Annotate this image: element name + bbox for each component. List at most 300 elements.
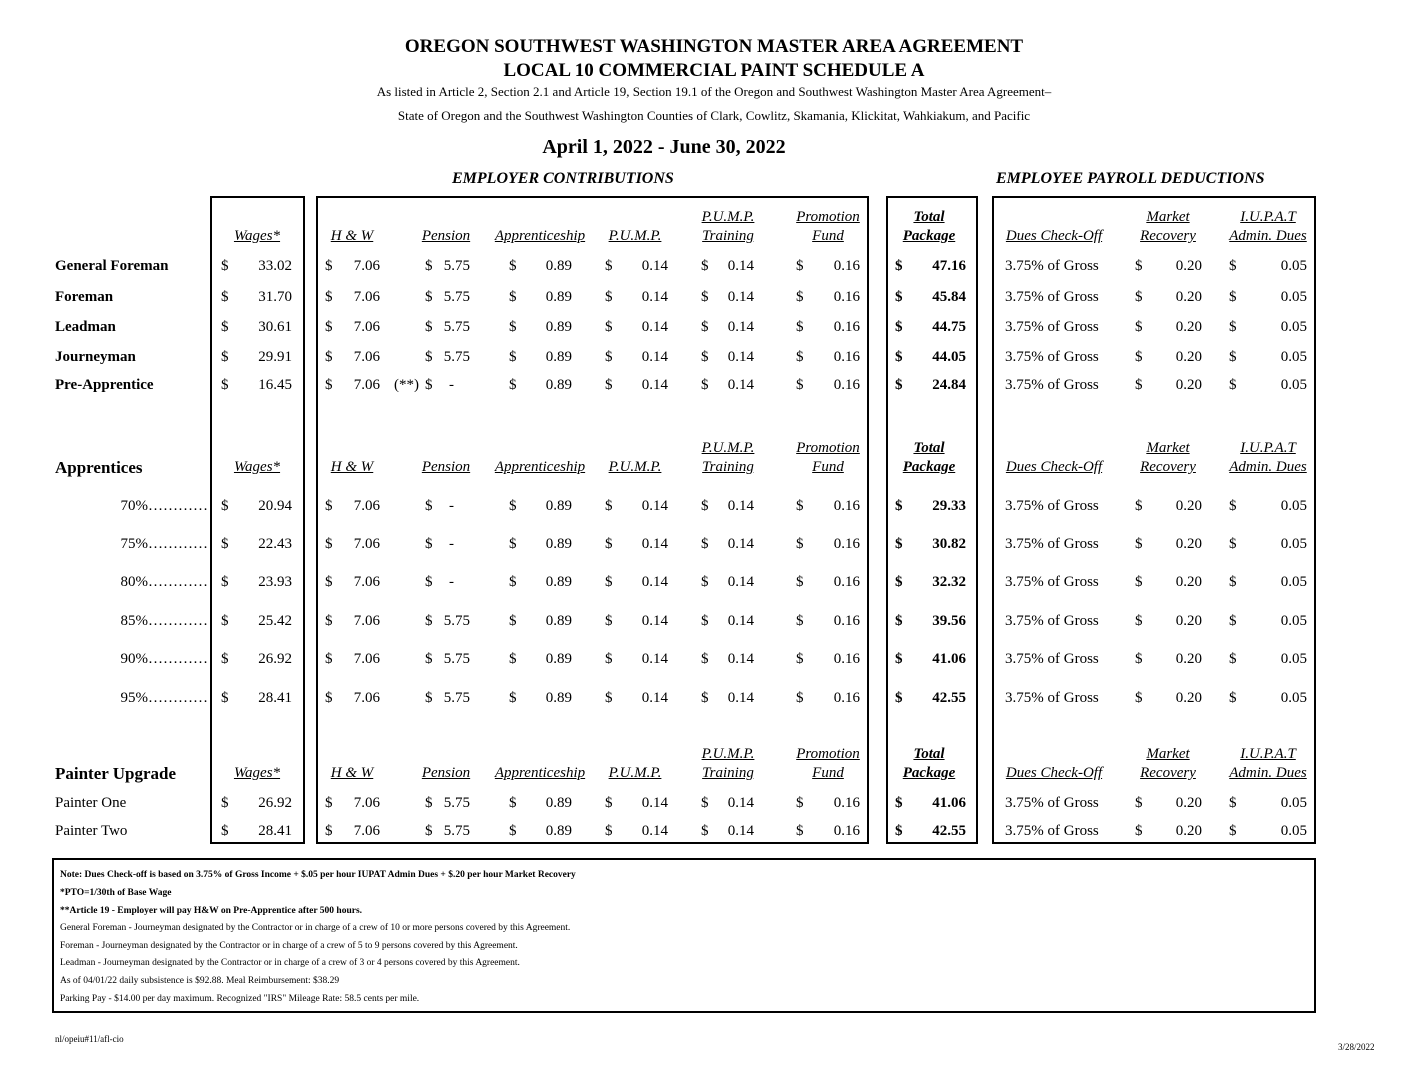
- header-hw-2: H & W: [330, 765, 374, 781]
- market-recovery-value: 0.20: [1175, 498, 1202, 514]
- apprenticeship-value: 0.89: [545, 651, 572, 667]
- header-wages-0: Wages*: [233, 228, 281, 244]
- pension-value-dollar-sign: $: [425, 574, 433, 590]
- note-line: Leadman - Journeyman designated by the Contractor or in charge of a crew of 3 or 4 persons covered by this Agreement.: [60, 958, 520, 968]
- wage-value: 33.02: [258, 258, 292, 274]
- pension-value-dollar-sign: $: [425, 289, 433, 305]
- pension-value: 5.75: [443, 258, 470, 274]
- wage-value-dollar-sign: $: [221, 795, 229, 811]
- promotion-fund-value-dollar-sign: $: [796, 377, 804, 393]
- market-recovery-value-dollar-sign: $: [1135, 319, 1143, 335]
- iupat-admin-dues-value: 0.05: [1280, 823, 1307, 839]
- pension-value: -: [449, 377, 454, 393]
- row-label: 90%…………: [120, 651, 208, 667]
- pump-training-value-dollar-sign: $: [701, 795, 709, 811]
- row-label: 95%…………: [120, 690, 208, 706]
- hw-value: 7.06: [353, 651, 380, 667]
- promotion-fund-value: 0.16: [833, 377, 860, 393]
- wage-value-dollar-sign: $: [221, 536, 229, 552]
- total-package-value-dollar-sign: $: [895, 690, 903, 706]
- iupat-admin-dues-value: 0.05: [1280, 651, 1307, 667]
- pump-value: 0.14: [641, 823, 668, 839]
- iupat-admin-dues-value: 0.05: [1280, 498, 1307, 514]
- promotion-fund-value: 0.16: [833, 498, 860, 514]
- hw-value-dollar-sign: $: [325, 349, 333, 365]
- total-package-value: 41.06: [932, 651, 966, 667]
- total-package-value: 32.32: [932, 574, 966, 590]
- pump-training-value-dollar-sign: $: [701, 613, 709, 629]
- iupat-admin-dues-value-dollar-sign: $: [1229, 690, 1237, 706]
- market-recovery-value-dollar-sign: $: [1135, 613, 1143, 629]
- market-recovery-value: 0.20: [1175, 795, 1202, 811]
- pump-value: 0.14: [641, 574, 668, 590]
- promotion-fund-value: 0.16: [833, 536, 860, 552]
- iupat-admin-dues-value-dollar-sign: $: [1229, 651, 1237, 667]
- pension-value-dollar-sign: $: [425, 349, 433, 365]
- total-package-value-dollar-sign: $: [895, 613, 903, 629]
- promotion-fund-value-dollar-sign: $: [796, 651, 804, 667]
- apprenticeship-value-dollar-sign: $: [509, 289, 517, 305]
- iupat-admin-dues-value-dollar-sign: $: [1229, 289, 1237, 305]
- footer-date: 3/28/2022: [1338, 1042, 1375, 1052]
- market-recovery-value: 0.20: [1175, 319, 1202, 335]
- iupat-admin-dues-value-dollar-sign: $: [1229, 823, 1237, 839]
- hw-value: 7.06: [353, 319, 380, 335]
- pump-training-value: 0.14: [727, 498, 754, 514]
- effective-dates: April 1, 2022 - June 30, 2022: [542, 136, 786, 158]
- header-pension-2: Pension: [421, 765, 471, 781]
- apprenticeship-value-dollar-sign: $: [509, 536, 517, 552]
- total-package-value-dollar-sign: $: [895, 795, 903, 811]
- hw-value: 7.06: [353, 795, 380, 811]
- hw-value-dollar-sign: $: [325, 258, 333, 274]
- market-recovery-value: 0.20: [1175, 289, 1202, 305]
- iupat-admin-dues-value: 0.05: [1280, 289, 1307, 305]
- pension-value: 5.75: [443, 349, 470, 365]
- market-recovery-value-dollar-sign: $: [1135, 823, 1143, 839]
- pump-training-value: 0.14: [727, 823, 754, 839]
- header-total-package-1: Total Package: [902, 440, 956, 475]
- total-package-value-dollar-sign: $: [895, 574, 903, 590]
- iupat-admin-dues-value-dollar-sign: $: [1229, 377, 1237, 393]
- pump-training-value: 0.14: [727, 536, 754, 552]
- pump-value-dollar-sign: $: [605, 613, 613, 629]
- apprenticeship-value: 0.89: [545, 613, 572, 629]
- header-total-package-0: Total Package: [902, 209, 956, 244]
- wage-value-dollar-sign: $: [221, 690, 229, 706]
- pump-value-dollar-sign: $: [605, 690, 613, 706]
- pump-training-value-dollar-sign: $: [701, 319, 709, 335]
- promotion-fund-value: 0.16: [833, 258, 860, 274]
- wage-value: 23.93: [258, 574, 292, 590]
- total-package-value: 44.05: [932, 349, 966, 365]
- table-row: [0, 377, 1408, 397]
- apprenticeship-value-dollar-sign: $: [509, 258, 517, 274]
- pump-training-value-dollar-sign: $: [701, 377, 709, 393]
- header-pump-training-0: P.U.M.P. Training: [701, 209, 755, 244]
- hw-value: 7.06: [353, 574, 380, 590]
- table-row: [0, 574, 1408, 594]
- header-pump-2: P.U.M.P.: [608, 765, 662, 781]
- apprentices-group-label: Apprentices: [55, 458, 143, 477]
- market-recovery-value: 0.20: [1175, 613, 1202, 629]
- market-recovery-value: 0.20: [1175, 536, 1202, 552]
- iupat-admin-dues-value: 0.05: [1280, 574, 1307, 590]
- note-line: **Article 19 - Employer will pay H&W on Pre-Apprentice after 500 hours.: [60, 906, 363, 916]
- dues-checkoff-value: 3.75% of Gross: [1005, 574, 1099, 590]
- pension-value-dollar-sign: $: [425, 613, 433, 629]
- table-row: [0, 319, 1408, 339]
- row-label: Foreman: [55, 289, 114, 305]
- row-label: Painter One: [55, 795, 127, 811]
- hw-value-dollar-sign: $: [325, 823, 333, 839]
- pump-training-value-dollar-sign: $: [701, 258, 709, 274]
- table-row: [0, 823, 1408, 843]
- wage-value: 30.61: [258, 319, 292, 335]
- header-pension-1: Pension: [421, 459, 471, 475]
- market-recovery-value: 0.20: [1175, 651, 1202, 667]
- promotion-fund-value: 0.16: [833, 795, 860, 811]
- pump-value-dollar-sign: $: [605, 823, 613, 839]
- promotion-fund-value-dollar-sign: $: [796, 536, 804, 552]
- iupat-admin-dues-value: 0.05: [1280, 690, 1307, 706]
- preapp-note-marker: (**): [394, 377, 419, 393]
- header-pump-training-1: P.U.M.P. Training: [701, 440, 755, 475]
- dues-checkoff-value: 3.75% of Gross: [1005, 258, 1099, 274]
- pension-value: -: [449, 536, 454, 552]
- note-line: *PTO=1/30th of Base Wage: [60, 888, 172, 898]
- pump-training-value: 0.14: [727, 319, 754, 335]
- header-total-package-2: Total Package: [902, 746, 956, 781]
- pension-value: 5.75: [443, 690, 470, 706]
- wage-value-dollar-sign: $: [221, 613, 229, 629]
- iupat-admin-dues-value: 0.05: [1280, 536, 1307, 552]
- pump-training-value: 0.14: [727, 349, 754, 365]
- row-label: 85%…………: [120, 613, 208, 629]
- promotion-fund-value: 0.16: [833, 690, 860, 706]
- pension-value: 5.75: [443, 613, 470, 629]
- iupat-admin-dues-value: 0.05: [1280, 258, 1307, 274]
- iupat-admin-dues-value-dollar-sign: $: [1229, 536, 1237, 552]
- dues-checkoff-value: 3.75% of Gross: [1005, 349, 1099, 365]
- wage-value: 20.94: [258, 498, 292, 514]
- total-package-value-dollar-sign: $: [895, 258, 903, 274]
- pension-value-dollar-sign: $: [425, 319, 433, 335]
- total-package-value: 47.16: [932, 258, 966, 274]
- total-package-value: 29.33: [932, 498, 966, 514]
- pension-value-dollar-sign: $: [425, 795, 433, 811]
- dues-checkoff-value: 3.75% of Gross: [1005, 498, 1099, 514]
- dues-checkoff-value: 3.75% of Gross: [1005, 536, 1099, 552]
- pump-value-dollar-sign: $: [605, 651, 613, 667]
- pump-value: 0.14: [641, 258, 668, 274]
- wage-value: 28.41: [258, 823, 292, 839]
- market-recovery-value-dollar-sign: $: [1135, 651, 1143, 667]
- wage-value: 31.70: [258, 289, 292, 305]
- header-iupat-2: I.U.P.A.T Admin. Dues: [1229, 746, 1307, 781]
- hw-value-dollar-sign: $: [325, 690, 333, 706]
- iupat-admin-dues-value: 0.05: [1280, 795, 1307, 811]
- promotion-fund-value-dollar-sign: $: [796, 258, 804, 274]
- header-promotion-fund-0: Promotion Fund: [796, 209, 860, 244]
- apprenticeship-value-dollar-sign: $: [509, 823, 517, 839]
- total-package-value-dollar-sign: $: [895, 319, 903, 335]
- total-package-value: 42.55: [932, 690, 966, 706]
- pump-training-value: 0.14: [727, 574, 754, 590]
- row-label: 70%…………: [120, 498, 208, 514]
- pension-value: 5.75: [443, 795, 470, 811]
- pump-value-dollar-sign: $: [605, 377, 613, 393]
- footer-union-mark: nl/opeiu#11/afl-cio: [55, 1034, 124, 1044]
- pump-value: 0.14: [641, 349, 668, 365]
- apprenticeship-value: 0.89: [545, 377, 572, 393]
- pump-value-dollar-sign: $: [605, 795, 613, 811]
- promotion-fund-value: 0.16: [833, 319, 860, 335]
- pump-training-value: 0.14: [727, 377, 754, 393]
- total-package-value-dollar-sign: $: [895, 498, 903, 514]
- title-line-1: OREGON SOUTHWEST WASHINGTON MASTER AREA AGREEMENT: [404, 36, 1024, 57]
- header-iupat-1: I.U.P.A.T Admin. Dues: [1229, 440, 1307, 475]
- table-row: [0, 536, 1408, 556]
- pump-value-dollar-sign: $: [605, 258, 613, 274]
- pension-value-dollar-sign: $: [425, 258, 433, 274]
- apprenticeship-value: 0.89: [545, 289, 572, 305]
- market-recovery-value-dollar-sign: $: [1135, 795, 1143, 811]
- wage-value: 26.92: [258, 795, 292, 811]
- hw-value-dollar-sign: $: [325, 536, 333, 552]
- apprenticeship-value-dollar-sign: $: [509, 795, 517, 811]
- market-recovery-value: 0.20: [1175, 377, 1202, 393]
- hw-value: 7.06: [353, 823, 380, 839]
- market-recovery-value-dollar-sign: $: [1135, 349, 1143, 365]
- pump-training-value: 0.14: [727, 258, 754, 274]
- wage-value-dollar-sign: $: [221, 574, 229, 590]
- pump-value-dollar-sign: $: [605, 536, 613, 552]
- hw-value: 7.06: [353, 613, 380, 629]
- apprenticeship-value: 0.89: [545, 258, 572, 274]
- row-label: 80%…………: [120, 574, 208, 590]
- header-pension-0: Pension: [421, 228, 471, 244]
- row-label: Leadman: [55, 319, 116, 335]
- iupat-admin-dues-value-dollar-sign: $: [1229, 349, 1237, 365]
- pump-training-value-dollar-sign: $: [701, 498, 709, 514]
- pump-value: 0.14: [641, 319, 668, 335]
- pension-value-dollar-sign: $: [425, 651, 433, 667]
- total-package-value: 30.82: [932, 536, 966, 552]
- header-hw-0: H & W: [330, 228, 374, 244]
- apprenticeship-value-dollar-sign: $: [509, 319, 517, 335]
- pension-value: 5.75: [443, 823, 470, 839]
- hw-value-dollar-sign: $: [325, 613, 333, 629]
- apprenticeship-value: 0.89: [545, 823, 572, 839]
- header-market-recovery-0: Market Recovery: [1140, 209, 1196, 244]
- market-recovery-value: 0.20: [1175, 258, 1202, 274]
- pump-training-value-dollar-sign: $: [701, 823, 709, 839]
- pump-training-value-dollar-sign: $: [701, 289, 709, 305]
- pump-training-value: 0.14: [727, 795, 754, 811]
- wage-value: 16.45: [258, 377, 292, 393]
- market-recovery-value-dollar-sign: $: [1135, 258, 1143, 274]
- wage-value: 29.91: [258, 349, 292, 365]
- iupat-admin-dues-value-dollar-sign: $: [1229, 613, 1237, 629]
- dues-checkoff-value: 3.75% of Gross: [1005, 690, 1099, 706]
- header-wages-2: Wages*: [233, 765, 281, 781]
- apprenticeship-value-dollar-sign: $: [509, 651, 517, 667]
- hw-value: 7.06: [353, 377, 380, 393]
- row-label: Pre-Apprentice: [55, 377, 154, 393]
- iupat-admin-dues-value-dollar-sign: $: [1229, 795, 1237, 811]
- hw-value: 7.06: [353, 690, 380, 706]
- apprenticeship-value-dollar-sign: $: [509, 349, 517, 365]
- apprenticeship-value-dollar-sign: $: [509, 574, 517, 590]
- table-row: [0, 498, 1408, 518]
- iupat-admin-dues-value: 0.05: [1280, 319, 1307, 335]
- iupat-admin-dues-value: 0.05: [1280, 349, 1307, 365]
- row-label: 75%…………: [120, 536, 208, 552]
- hw-value-dollar-sign: $: [325, 498, 333, 514]
- total-package-value: 39.56: [932, 613, 966, 629]
- total-package-value-dollar-sign: $: [895, 823, 903, 839]
- header-hw-1: H & W: [330, 459, 374, 475]
- apprenticeship-value: 0.89: [545, 498, 572, 514]
- wage-value: 28.41: [258, 690, 292, 706]
- apprenticeship-value: 0.89: [545, 795, 572, 811]
- market-recovery-value: 0.20: [1175, 823, 1202, 839]
- hw-value-dollar-sign: $: [325, 377, 333, 393]
- table-row: [0, 349, 1408, 369]
- pension-value-dollar-sign: $: [425, 498, 433, 514]
- table-row: [0, 651, 1408, 671]
- total-package-value: 45.84: [932, 289, 966, 305]
- note-line: Foreman - Journeyman designated by the Contractor or in charge of a crew of 5 to 9 persons covered by this Agreement.: [60, 941, 518, 951]
- header-dues-2: Dues Check-Off: [1005, 765, 1103, 781]
- pump-value: 0.14: [641, 690, 668, 706]
- title-line-2: LOCAL 10 COMMERCIAL PAINT SCHEDULE A: [503, 60, 925, 81]
- total-package-value: 24.84: [932, 377, 966, 393]
- dues-checkoff-value: 3.75% of Gross: [1005, 613, 1099, 629]
- pump-training-value-dollar-sign: $: [701, 651, 709, 667]
- pump-value: 0.14: [641, 536, 668, 552]
- wage-value-dollar-sign: $: [221, 258, 229, 274]
- apprenticeship-value: 0.89: [545, 536, 572, 552]
- apprenticeship-value: 0.89: [545, 349, 572, 365]
- promotion-fund-value: 0.16: [833, 613, 860, 629]
- promotion-fund-value-dollar-sign: $: [796, 289, 804, 305]
- pump-value: 0.14: [641, 289, 668, 305]
- promotion-fund-value-dollar-sign: $: [796, 823, 804, 839]
- hw-value-dollar-sign: $: [325, 795, 333, 811]
- market-recovery-value-dollar-sign: $: [1135, 289, 1143, 305]
- row-label: General Foreman: [55, 258, 169, 274]
- iupat-admin-dues-value-dollar-sign: $: [1229, 258, 1237, 274]
- note-line: General Foreman - Journeyman designated by the Contractor or in charge of a crew of 10 or more persons covered by this Agreement.: [60, 923, 571, 933]
- header-pump-0: P.U.M.P.: [608, 228, 662, 244]
- header-market-recovery-2: Market Recovery: [1140, 746, 1196, 781]
- promotion-fund-value: 0.16: [833, 349, 860, 365]
- promotion-fund-value: 0.16: [833, 823, 860, 839]
- promotion-fund-value-dollar-sign: $: [796, 498, 804, 514]
- wage-value-dollar-sign: $: [221, 823, 229, 839]
- note-line: As of 04/01/22 daily subsistence is $92.88. Meal Reimbursement: $38.29: [60, 976, 340, 986]
- hw-value: 7.06: [353, 498, 380, 514]
- market-recovery-value-dollar-sign: $: [1135, 574, 1143, 590]
- table-row: [0, 795, 1408, 815]
- promotion-fund-value-dollar-sign: $: [796, 795, 804, 811]
- pump-value: 0.14: [641, 377, 668, 393]
- dues-checkoff-value: 3.75% of Gross: [1005, 795, 1099, 811]
- subtitle-line-1: As listed in Article 2, Section 2.1 and Article 19, Section 19.1 of the Oregon and Southwest Washington Master Area Agreement–: [376, 84, 1052, 99]
- pump-training-value: 0.14: [727, 289, 754, 305]
- row-label: Painter Two: [55, 823, 128, 839]
- hw-value: 7.06: [353, 289, 380, 305]
- table-row: [0, 289, 1408, 309]
- pump-value: 0.14: [641, 498, 668, 514]
- header-dues-1: Dues Check-Off: [1005, 459, 1103, 475]
- market-recovery-value-dollar-sign: $: [1135, 498, 1143, 514]
- dues-checkoff-value: 3.75% of Gross: [1005, 319, 1099, 335]
- promotion-fund-value-dollar-sign: $: [796, 349, 804, 365]
- promotion-fund-value-dollar-sign: $: [796, 613, 804, 629]
- subtitle-line-2: State of Oregon and the Southwest Washington Counties of Clark, Cowlitz, Skamania, Klickitat, Wahkiakum, and Pacific: [397, 108, 1031, 123]
- table-row: [0, 258, 1408, 278]
- total-package-value-dollar-sign: $: [895, 377, 903, 393]
- hw-value: 7.06: [353, 349, 380, 365]
- pump-training-value-dollar-sign: $: [701, 349, 709, 365]
- pension-value-dollar-sign: $: [425, 823, 433, 839]
- hw-value-dollar-sign: $: [325, 651, 333, 667]
- pump-value-dollar-sign: $: [605, 349, 613, 365]
- painter-upgrade-group-label: Painter Upgrade: [55, 764, 177, 783]
- hw-value-dollar-sign: $: [325, 319, 333, 335]
- notes-box: [52, 858, 1316, 1013]
- promotion-fund-value: 0.16: [833, 651, 860, 667]
- promotion-fund-value: 0.16: [833, 289, 860, 305]
- iupat-admin-dues-value: 0.05: [1280, 613, 1307, 629]
- promotion-fund-value-dollar-sign: $: [796, 690, 804, 706]
- employer-contributions-heading: EMPLOYER CONTRIBUTIONS: [452, 170, 674, 187]
- pump-value-dollar-sign: $: [605, 289, 613, 305]
- promotion-fund-value-dollar-sign: $: [796, 574, 804, 590]
- market-recovery-value-dollar-sign: $: [1135, 690, 1143, 706]
- pension-value-dollar-sign: $: [425, 377, 433, 393]
- promotion-fund-value-dollar-sign: $: [796, 319, 804, 335]
- iupat-admin-dues-value-dollar-sign: $: [1229, 574, 1237, 590]
- pump-value: 0.14: [641, 651, 668, 667]
- header-apprenticeship-1: Apprenticeship: [494, 459, 586, 475]
- dues-checkoff-value: 3.75% of Gross: [1005, 651, 1099, 667]
- total-package-value: 44.75: [932, 319, 966, 335]
- wage-value: 22.43: [258, 536, 292, 552]
- promotion-fund-value: 0.16: [833, 574, 860, 590]
- total-package-value-dollar-sign: $: [895, 289, 903, 305]
- total-package-value-dollar-sign: $: [895, 651, 903, 667]
- pension-value-dollar-sign: $: [425, 536, 433, 552]
- dues-checkoff-value: 3.75% of Gross: [1005, 289, 1099, 305]
- header-pump-1: P.U.M.P.: [608, 459, 662, 475]
- hw-value: 7.06: [353, 258, 380, 274]
- pump-value-dollar-sign: $: [605, 319, 613, 335]
- pump-value: 0.14: [641, 795, 668, 811]
- apprenticeship-value: 0.89: [545, 319, 572, 335]
- pension-value: 5.75: [443, 289, 470, 305]
- apprenticeship-value: 0.89: [545, 574, 572, 590]
- pension-value: -: [449, 498, 454, 514]
- market-recovery-value-dollar-sign: $: [1135, 536, 1143, 552]
- apprenticeship-value-dollar-sign: $: [509, 498, 517, 514]
- apprenticeship-value-dollar-sign: $: [509, 690, 517, 706]
- pump-value: 0.14: [641, 613, 668, 629]
- employee-deductions-heading: EMPLOYEE PAYROLL DEDUCTIONS: [996, 170, 1265, 187]
